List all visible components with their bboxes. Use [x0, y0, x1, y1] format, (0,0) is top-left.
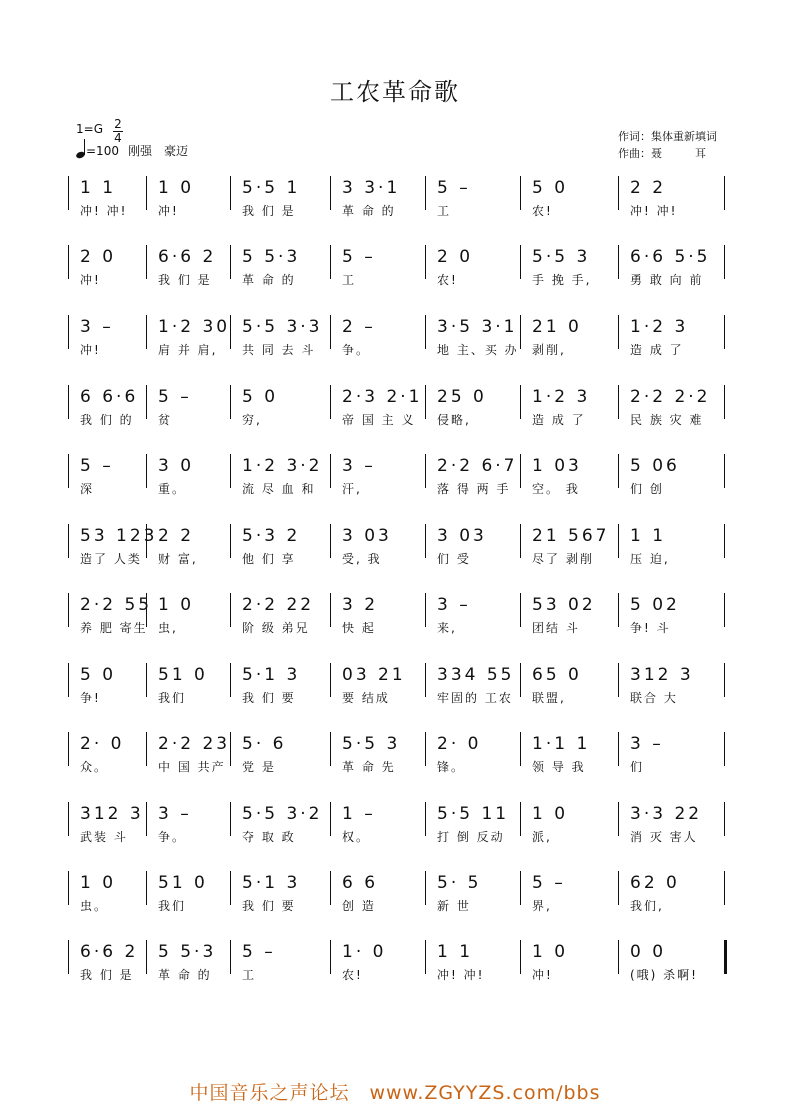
measure-notes: 6·6 2 — [80, 942, 139, 962]
barline — [724, 940, 727, 974]
barline — [330, 871, 331, 905]
measure-notes: 1 1 — [80, 178, 117, 198]
measure-lyrics: 农! — [342, 968, 363, 982]
measure-notes: 65 0 — [532, 665, 582, 685]
measure-lyrics: 穷, — [242, 413, 262, 427]
barline — [146, 802, 147, 836]
measure-lyrics: 造 成 了 — [630, 343, 684, 357]
barline — [425, 871, 426, 905]
barline — [520, 176, 521, 210]
measure-notes: 5 – — [80, 456, 114, 476]
measure-notes: 5·5 3 — [342, 734, 401, 754]
measure-notes: 2 0 — [437, 247, 474, 267]
barline — [68, 176, 69, 210]
barline — [724, 176, 725, 210]
measure-notes: 1·1 1 — [532, 734, 591, 754]
barline — [724, 802, 725, 836]
barline — [618, 663, 619, 697]
measure-notes: 1·2 3 — [532, 387, 591, 407]
measure-lyrics: 我 们 是 — [80, 968, 134, 982]
measure-lyrics: 我 们 要 — [242, 691, 296, 705]
barline — [520, 593, 521, 627]
measure-notes: 5 5·3 — [242, 247, 301, 267]
barline — [724, 245, 725, 279]
measure-lyrics: 落 得 两 手 — [437, 482, 511, 496]
measure-lyrics: 要 结成 — [342, 691, 390, 705]
measure-notes: 5· 5 — [437, 873, 482, 893]
measure-lyrics: 打 倒 反动 — [437, 830, 505, 844]
measure-notes: 1 0 — [80, 873, 117, 893]
measure-notes: 1 0 — [532, 942, 569, 962]
barline — [146, 871, 147, 905]
barline — [425, 245, 426, 279]
measure-lyrics: 压 迫, — [630, 552, 670, 566]
measure-notes: 1·2 3 — [630, 317, 689, 337]
measure-notes: 1 1 — [437, 942, 474, 962]
measure-lyrics: 来, — [437, 621, 457, 635]
measure-notes: 5 – — [342, 247, 376, 267]
measure-notes: 1 0 — [158, 595, 195, 615]
measure-lyrics: 快 起 — [342, 621, 376, 635]
measure-lyrics: 争。 — [158, 830, 187, 844]
time-signature-top: 2 — [114, 117, 122, 131]
measure-notes: 2·2 23 — [158, 734, 231, 754]
barline — [724, 454, 725, 488]
barline — [724, 385, 725, 419]
barline — [520, 732, 521, 766]
measure-lyrics: 们 创 — [630, 482, 664, 496]
barline — [425, 524, 426, 558]
measure-lyrics: 革 命 的 — [242, 273, 296, 287]
barline — [618, 732, 619, 766]
barline — [425, 593, 426, 627]
barline — [618, 940, 619, 974]
measure-lyrics: 剥削, — [532, 343, 566, 357]
measure-notes: 6·6 5·5 — [630, 247, 711, 267]
measure-notes: 21 0 — [532, 317, 582, 337]
measure-notes: 6·6 2 — [158, 247, 217, 267]
measure-lyrics: 冲! — [80, 343, 101, 357]
measure-lyrics: 造了 人类 — [80, 552, 142, 566]
barline — [520, 802, 521, 836]
measure-notes: 3 – — [158, 804, 192, 824]
measure-notes: 3 – — [630, 734, 664, 754]
measure-lyrics: 他 们 享 — [242, 552, 296, 566]
measure-lyrics: 锋。 — [437, 760, 466, 774]
measure-notes: 5·1 3 — [242, 873, 301, 893]
barline — [618, 871, 619, 905]
measure-notes: 53 123 — [80, 526, 158, 546]
barline — [724, 732, 725, 766]
measure-lyrics: 夺 取 政 — [242, 830, 296, 844]
measure-notes: 2·2 55 — [80, 595, 153, 615]
measure-lyrics: 虫, — [158, 621, 178, 635]
measure-lyrics: 创 造 — [342, 899, 376, 913]
measure-notes: 3 – — [80, 317, 114, 337]
barline — [146, 385, 147, 419]
measure-notes: 2·2 6·7 — [437, 456, 518, 476]
barline — [230, 663, 231, 697]
measure-lyrics: 冲! 冲! — [630, 204, 678, 218]
measure-notes: 5 – — [532, 873, 566, 893]
measure-lyrics: 虫。 — [80, 899, 109, 913]
measure-notes: 62 0 — [630, 873, 680, 893]
barline — [520, 385, 521, 419]
composer-credit: 作曲：聂 耳 — [618, 147, 706, 160]
barline — [230, 176, 231, 210]
barline — [230, 732, 231, 766]
measure-lyrics: 地 主、买 办 — [437, 343, 519, 357]
measure-notes: 6 6 — [342, 873, 379, 893]
measure-notes: 0 0 — [630, 942, 667, 962]
barline — [146, 315, 147, 349]
measure-lyrics: 争! 斗 — [630, 621, 671, 635]
barline — [230, 593, 231, 627]
score-system — [68, 869, 724, 913]
forum-footer: 中国音乐之声论坛 www.ZGYYZS.com/bbs — [189, 1082, 601, 1104]
barline — [146, 454, 147, 488]
measure-lyrics: 农! — [532, 204, 553, 218]
barline — [425, 315, 426, 349]
measure-lyrics: 们 受 — [437, 552, 471, 566]
measure-notes: 51 0 — [158, 665, 208, 685]
measure-notes: 2·2 22 — [242, 595, 315, 615]
barline — [618, 802, 619, 836]
score-system — [68, 591, 724, 635]
measure-lyrics: 尽了 剥削 — [532, 552, 594, 566]
barline — [68, 802, 69, 836]
barline — [146, 176, 147, 210]
measure-lyrics: 共 同 去 斗 — [242, 343, 316, 357]
score-system — [68, 174, 724, 218]
measure-notes: 5·3 2 — [242, 526, 301, 546]
measure-notes: 2 2 — [158, 526, 195, 546]
measure-lyrics: 勇 敢 向 前 — [630, 273, 704, 287]
measure-notes: 1 03 — [532, 456, 582, 476]
measure-notes: 5·1 3 — [242, 665, 301, 685]
measure-lyrics: 汗, — [342, 482, 362, 496]
measure-notes: 5 – — [437, 178, 471, 198]
measure-notes: 5 – — [242, 942, 276, 962]
measure-lyrics: 民 族 灾 难 — [630, 413, 704, 427]
measure-notes: 2 2 — [630, 178, 667, 198]
measure-notes: 5 5·3 — [158, 942, 217, 962]
measure-lyrics: 我 们 的 — [80, 413, 134, 427]
measure-lyrics: 工 — [437, 204, 452, 218]
barline — [425, 454, 426, 488]
measure-notes: 1·2 30 — [158, 317, 231, 337]
barline — [330, 802, 331, 836]
score-system — [68, 383, 724, 427]
barline — [520, 454, 521, 488]
measure-lyrics: 革 命 先 — [342, 760, 396, 774]
barline — [68, 454, 69, 488]
measure-lyrics: 空。 我 — [532, 482, 580, 496]
barline — [330, 245, 331, 279]
measure-lyrics: 重。 — [158, 482, 187, 496]
lyricist-credit: 作词：集体重新填词 — [618, 130, 717, 143]
measure-lyrics: 争。 — [342, 343, 371, 357]
barline — [618, 245, 619, 279]
barline — [520, 940, 521, 974]
barline — [330, 593, 331, 627]
measure-lyrics: 界, — [532, 899, 552, 913]
measure-notes: 3 2 — [342, 595, 379, 615]
barline — [724, 524, 725, 558]
barline — [425, 663, 426, 697]
measure-lyrics: 深 — [80, 482, 95, 496]
measure-lyrics: 联盟, — [532, 691, 566, 705]
barline — [146, 732, 147, 766]
barline — [146, 940, 147, 974]
measure-lyrics: 牢固的 工农 — [437, 691, 513, 705]
measure-lyrics: 们 — [630, 760, 645, 774]
measure-lyrics: 农! — [437, 273, 458, 287]
measure-notes: 1 1 — [630, 526, 667, 546]
barline — [68, 732, 69, 766]
barline — [230, 940, 231, 974]
measure-lyrics: 财 富, — [158, 552, 198, 566]
barline — [330, 663, 331, 697]
barline — [330, 385, 331, 419]
barline — [68, 871, 69, 905]
score-system — [68, 313, 724, 357]
barline — [68, 940, 69, 974]
barline — [68, 593, 69, 627]
measure-notes: 5 02 — [630, 595, 680, 615]
measure-notes: 3 3·1 — [342, 178, 401, 198]
measure-lyrics: 侵略, — [437, 413, 471, 427]
measure-lyrics: (哦) 杀啊! — [630, 968, 698, 982]
expression-marking: 刚强 豪迈 — [128, 144, 189, 158]
barline — [68, 315, 69, 349]
barline — [68, 663, 69, 697]
barline — [724, 871, 725, 905]
measure-lyrics: 众。 — [80, 760, 109, 774]
measure-notes: 53 02 — [532, 595, 596, 615]
barline — [68, 524, 69, 558]
measure-notes: 2·2 2·2 — [630, 387, 711, 407]
measure-notes: 3·5 3·1 — [437, 317, 518, 337]
measure-lyrics: 武装 斗 — [80, 830, 128, 844]
barline — [68, 385, 69, 419]
measure-lyrics: 革 命 的 — [342, 204, 396, 218]
measure-notes: 5·5 3·3 — [242, 317, 323, 337]
measure-lyrics: 我 们 是 — [242, 204, 296, 218]
measure-lyrics: 联合 大 — [630, 691, 678, 705]
barline — [425, 802, 426, 836]
barline — [724, 663, 725, 697]
barline — [425, 732, 426, 766]
measure-notes: 5 – — [158, 387, 192, 407]
barline — [425, 940, 426, 974]
measure-lyrics: 团结 斗 — [532, 621, 580, 635]
measure-notes: 312 3 — [630, 665, 694, 685]
key-signature: 1=G — [76, 122, 103, 136]
barline — [230, 871, 231, 905]
measure-notes: 3·3 22 — [630, 804, 703, 824]
barline — [330, 454, 331, 488]
measure-lyrics: 工 — [242, 968, 257, 982]
barline — [68, 245, 69, 279]
measure-lyrics: 养 肥 寄生 — [80, 621, 148, 635]
barline — [330, 176, 331, 210]
barline — [230, 524, 231, 558]
measure-notes: 1·2 3·2 — [242, 456, 323, 476]
measure-lyrics: 冲! 冲! — [80, 204, 128, 218]
measure-notes: 1 – — [342, 804, 376, 824]
measure-notes: 3 – — [437, 595, 471, 615]
measure-notes: 334 55 — [437, 665, 515, 685]
quarter-note-icon — [76, 142, 86, 158]
measure-lyrics: 造 成 了 — [532, 413, 586, 427]
measure-lyrics: 领 导 我 — [532, 760, 586, 774]
measure-lyrics: 争! — [80, 691, 101, 705]
barline — [724, 315, 725, 349]
score-system — [68, 800, 724, 844]
measure-lyrics: 贫 — [158, 413, 173, 427]
score-system — [68, 452, 724, 496]
barline — [520, 524, 521, 558]
measure-lyrics: 阶 级 弟兄 — [242, 621, 310, 635]
measure-notes: 2 – — [342, 317, 376, 337]
measure-lyrics: 我 们 是 — [158, 273, 212, 287]
measure-notes: 3 03 — [342, 526, 392, 546]
barline — [330, 315, 331, 349]
measure-notes: 21 567 — [532, 526, 610, 546]
measure-notes: 2· 0 — [437, 734, 482, 754]
measure-lyrics: 受, 我 — [342, 552, 382, 566]
measure-notes: 3 03 — [437, 526, 487, 546]
measure-notes: 5· 6 — [242, 734, 287, 754]
measure-notes: 2 0 — [80, 247, 117, 267]
measure-notes: 5 0 — [242, 387, 279, 407]
measure-lyrics: 我们, — [630, 899, 664, 913]
barline — [724, 593, 725, 627]
score-system — [68, 243, 724, 287]
barline — [230, 245, 231, 279]
measure-lyrics: 冲! — [532, 968, 553, 982]
score-system — [68, 938, 724, 982]
score-system — [68, 522, 724, 566]
time-signature — [112, 118, 124, 145]
measure-lyrics: 冲! — [158, 204, 179, 218]
measure-notes: 312 3 — [80, 804, 144, 824]
measure-notes: 5 0 — [532, 178, 569, 198]
barline — [425, 176, 426, 210]
measure-lyrics: 肩 并 肩, — [158, 343, 218, 357]
measure-lyrics: 我们 — [158, 691, 187, 705]
measure-notes: 03 21 — [342, 665, 406, 685]
measure-notes: 5·5 11 — [437, 804, 510, 824]
measure-lyrics: 帝 国 主 义 — [342, 413, 416, 427]
measure-notes: 1· 0 — [342, 942, 387, 962]
barline — [230, 802, 231, 836]
song-title: 工农革命歌 — [330, 78, 460, 106]
measure-notes: 5·5 3·2 — [242, 804, 323, 824]
barline — [330, 524, 331, 558]
measure-lyrics: 党 是 — [242, 760, 276, 774]
barline — [618, 176, 619, 210]
barline — [618, 524, 619, 558]
measure-notes: 5·5 1 — [242, 178, 301, 198]
measure-lyrics: 消 灭 害人 — [630, 830, 698, 844]
measure-notes: 3 – — [342, 456, 376, 476]
measure-lyrics: 新 世 — [437, 899, 471, 913]
measure-lyrics: 中 国 共产 — [158, 760, 226, 774]
measure-notes: 25 0 — [437, 387, 487, 407]
tempo-marking — [76, 142, 119, 158]
barline — [230, 454, 231, 488]
barline — [618, 454, 619, 488]
credits — [618, 128, 717, 162]
measure-lyrics: 我 们 要 — [242, 899, 296, 913]
barline — [425, 385, 426, 419]
barline — [520, 663, 521, 697]
measure-lyrics: 革 命 的 — [158, 968, 212, 982]
measure-lyrics: 工 — [342, 273, 357, 287]
barline — [146, 245, 147, 279]
measure-lyrics: 权。 — [342, 830, 371, 844]
measure-notes: 2·3 2·1 — [342, 387, 423, 407]
measure-notes: 3 0 — [158, 456, 195, 476]
barline — [520, 315, 521, 349]
score-system — [68, 730, 724, 774]
barline — [520, 245, 521, 279]
barline — [618, 385, 619, 419]
measure-notes: 5 0 — [80, 665, 117, 685]
measure-lyrics: 流 尽 血 和 — [242, 482, 316, 496]
measure-notes: 5·5 3 — [532, 247, 591, 267]
tempo-value: =100 — [86, 144, 119, 158]
measure-lyrics: 冲! 冲! — [437, 968, 485, 982]
measure-notes: 2· 0 — [80, 734, 125, 754]
barline — [230, 385, 231, 419]
measure-notes: 6 6·6 — [80, 387, 139, 407]
barline — [618, 315, 619, 349]
measure-lyrics: 手 挽 手, — [532, 273, 592, 287]
barline — [330, 732, 331, 766]
barline — [618, 593, 619, 627]
barline — [520, 871, 521, 905]
measure-lyrics: 冲! — [80, 273, 101, 287]
measure-notes: 1 0 — [532, 804, 569, 824]
measure-notes: 5 06 — [630, 456, 680, 476]
measure-lyrics: 派, — [532, 830, 552, 844]
barline — [146, 663, 147, 697]
measure-lyrics: 我们 — [158, 899, 187, 913]
barline — [330, 940, 331, 974]
score-system — [68, 661, 724, 705]
measure-notes: 51 0 — [158, 873, 208, 893]
time-signature-bottom: 4 — [114, 131, 122, 145]
barline — [230, 315, 231, 349]
measure-notes: 1 0 — [158, 178, 195, 198]
